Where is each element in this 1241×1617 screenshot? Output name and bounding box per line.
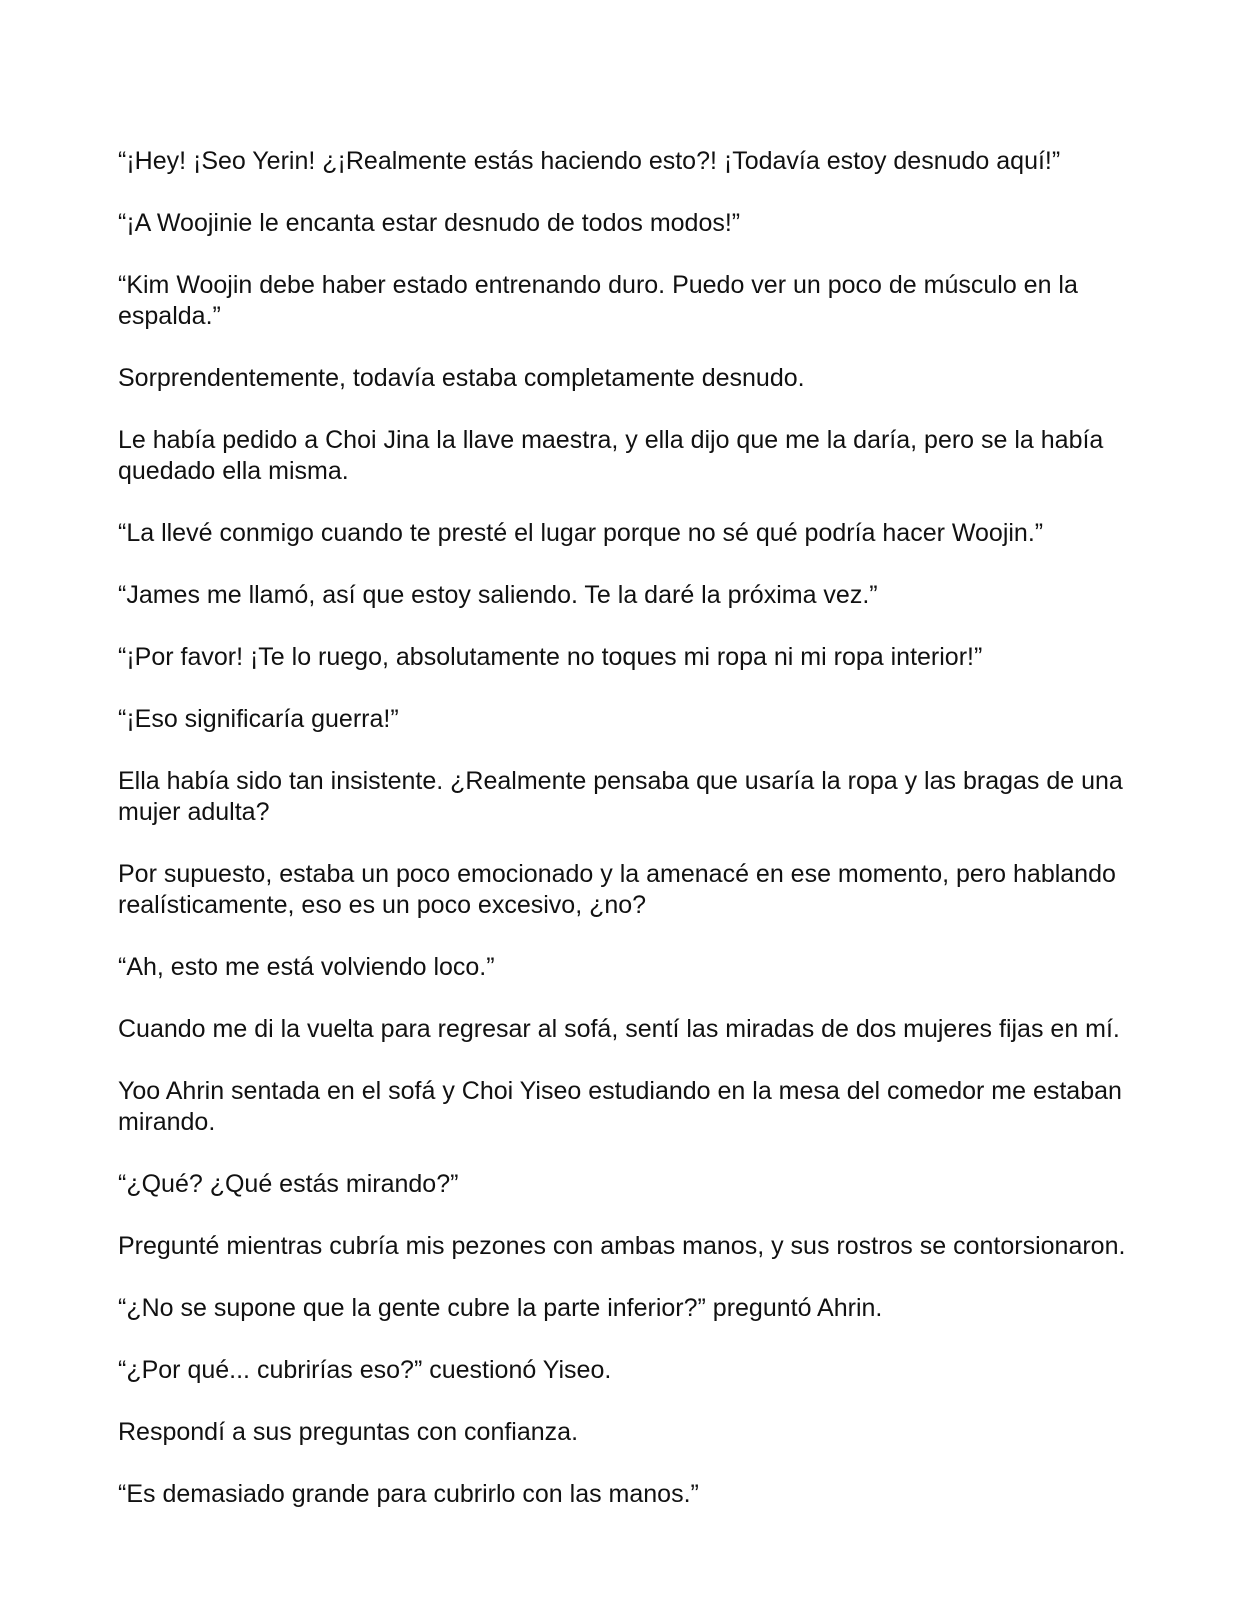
paragraph: “¡Hey! ¡Seo Yerin! ¿¡Realmente estás haciendo esto?! ¡Todavía estoy desnudo aquí!”	[118, 147, 1061, 175]
paragraph: Ella había sido tan insistente. ¿Realmente pensaba que usaría la ropa y las bragas de una mujer adulta?	[118, 767, 1123, 826]
paragraph: “Ah, esto me está volviendo loco.”	[118, 953, 495, 981]
paragraph: “Es demasiado grande para cubrirlo con las manos.”	[118, 1480, 699, 1508]
paragraph: Yoo Ahrin sentada en el sofá y Choi Yiseo estudiando en la mesa del comedor me estaban mirando.	[118, 1077, 1122, 1136]
paragraph: Por supuesto, estaba un poco emocionado y la amenacé en ese momento, pero hablando realísticamente, eso es un poco excesivo, ¿no?	[118, 860, 1116, 919]
paragraph: “James me llamó, así que estoy saliendo. Te la daré la próxima vez.”	[118, 581, 878, 609]
paragraph: “¡A Woojinie le encanta estar desnudo de todos modos!”	[118, 209, 741, 237]
paragraph: “¿No se supone que la gente cubre la parte inferior?” preguntó Ahrin.	[118, 1294, 883, 1322]
paragraph: Cuando me di la vuelta para regresar al sofá, sentí las miradas de dos mujeres fijas en mí.	[118, 1015, 1120, 1043]
paragraph: Pregunté mientras cubría mis pezones con ambas manos, y sus rostros se contorsionaron.	[118, 1232, 1126, 1260]
paragraph: “La llevé conmigo cuando te presté el lugar porque no sé qué podría hacer Woojin.”	[118, 519, 1044, 547]
paragraph: Le había pedido a Choi Jina la llave maestra, y ella dijo que me la daría, pero se la había quedado ella misma.	[118, 426, 1104, 485]
paragraph: “¿Por qué... cubrirías eso?” cuestionó Yiseo.	[118, 1356, 612, 1384]
paragraph: Sorprendentemente, todavía estaba completamente desnudo.	[118, 364, 805, 392]
paragraph: Respondí a sus preguntas con confianza.	[118, 1418, 579, 1446]
paragraph: “Kim Woojin debe haber estado entrenando duro. Puedo ver un poco de músculo en la espalda.”	[118, 271, 1078, 330]
paragraph: “¡Eso significaría guerra!”	[118, 705, 399, 733]
paragraph: “¿Qué? ¿Qué estás mirando?”	[118, 1170, 459, 1198]
document-body	[118, 146, 1128, 1541]
paragraph: “¡Por favor! ¡Te lo ruego, absolutamente no toques mi ropa ni mi ropa interior!”	[118, 643, 983, 671]
